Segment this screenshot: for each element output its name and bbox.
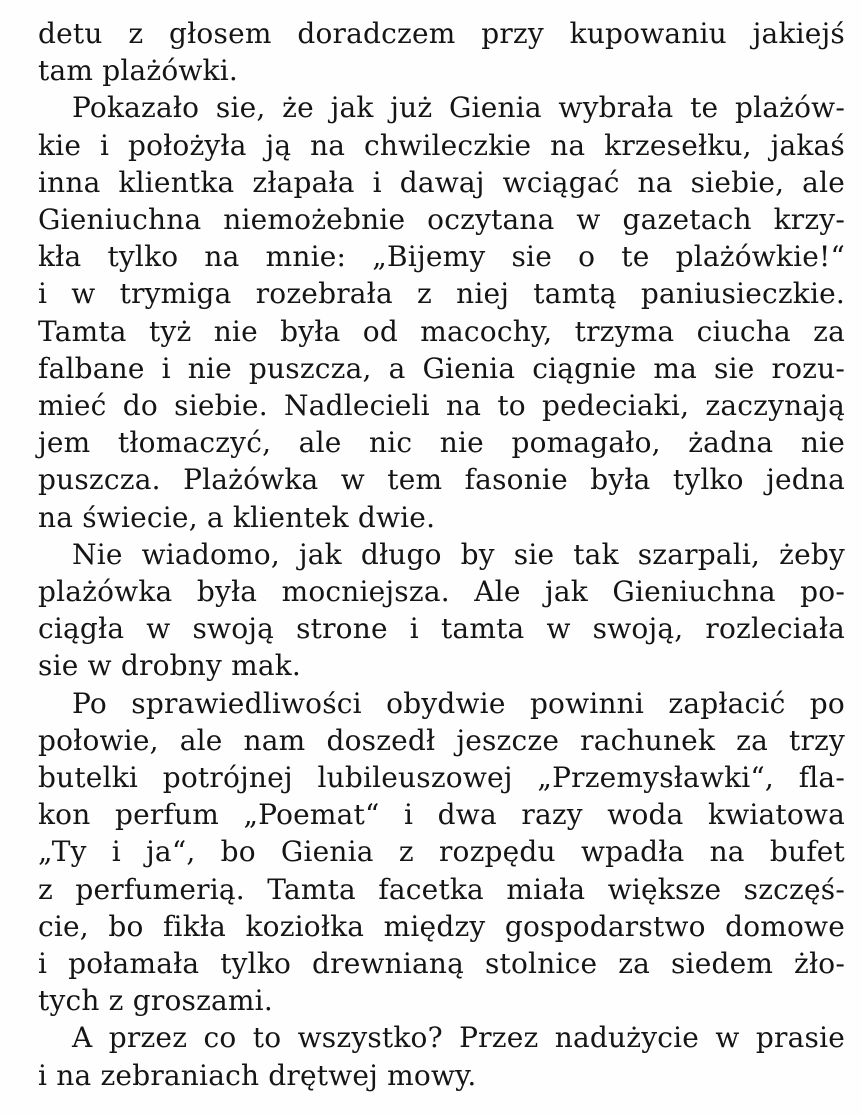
text-line: detu z głosem doradczem przy kupowaniu jakiejś — [38, 17, 845, 50]
text-line: jem tłomaczyć, ale nic nie pomagało, żadna nie — [38, 426, 845, 460]
text-line: kie i położyła ją na chwileczkie na krzesełku, jakaś — [38, 128, 845, 162]
text-line: i połamała tylko drewnianą stolnice za siedem żło- — [38, 947, 845, 981]
text-line: kon perfum „Poemat“ i dwa razy woda kwiatowa — [38, 798, 845, 832]
text-line: ciągła w swoją strone i tamta w swoją, rozleciała — [38, 612, 845, 646]
text-line: i na zebraniach drętwej mowy. — [38, 1058, 477, 1092]
text-line: „Ty i ja“, bo Gienia z rozpędu wpadła na bufet — [38, 835, 845, 869]
text-line: sie w drobny mak. — [38, 649, 302, 683]
text-line: Po sprawiedliwości obydwie powinni zapłacić po — [72, 686, 845, 720]
text-line: Gieniuchna niemożebnie oczytana w gazetach krzy- — [38, 203, 845, 237]
text-line: Pokazało sie, że jak już Gienia wybrała te plażów- — [72, 91, 845, 125]
text-line: Nie wiadomo, jak długo by sie tak szarpali, żeby — [72, 537, 845, 571]
text-line: plażówka była mocniejsza. Ale jak Gieniuchna po- — [38, 575, 845, 609]
text-line: kła tylko na mnie: „Bijemy sie o te plażówkie!“ — [38, 240, 845, 274]
text-line: tych z groszami. — [38, 984, 273, 1018]
text-line: i w trymiga rozebrała z niej tamtą paniusieczkie. — [38, 277, 845, 311]
text-line: falbane i nie puszcza, a Gienia ciągnie ma sie rozu- — [38, 351, 845, 385]
text-line: połowie, ale nam doszedł jeszcze rachunek za trzy — [38, 723, 845, 757]
body-text — [38, 15, 845, 1094]
text-line: butelki potrójnej lubileuszowej „Przemysławki“, fla- — [38, 761, 845, 795]
text-line: inna klientka złapała i dawaj wciągać na siebie, ale — [38, 165, 845, 199]
text-line: Tamta tyż nie była od macochy, trzyma ciucha za — [38, 314, 845, 348]
text-line: tam plażówki. — [38, 54, 238, 88]
text-line: na świecie, a klientek dwie. — [38, 500, 436, 534]
text-line: z perfumerią. Tamta facetka miała większe szczęś- — [38, 872, 845, 906]
text-line: cie, bo fikła koziołka między gospodarstwo domowe — [38, 909, 845, 943]
text-line: mieć do siebie. Nadlecieli na to pedeciaki, zaczynają — [38, 389, 845, 423]
text-line: A przez co to wszystko? Przez nadużycie w prasie — [72, 1021, 845, 1055]
text-line: puszcza. Plażówka w tem fasonie była tylko jedna — [38, 463, 845, 497]
